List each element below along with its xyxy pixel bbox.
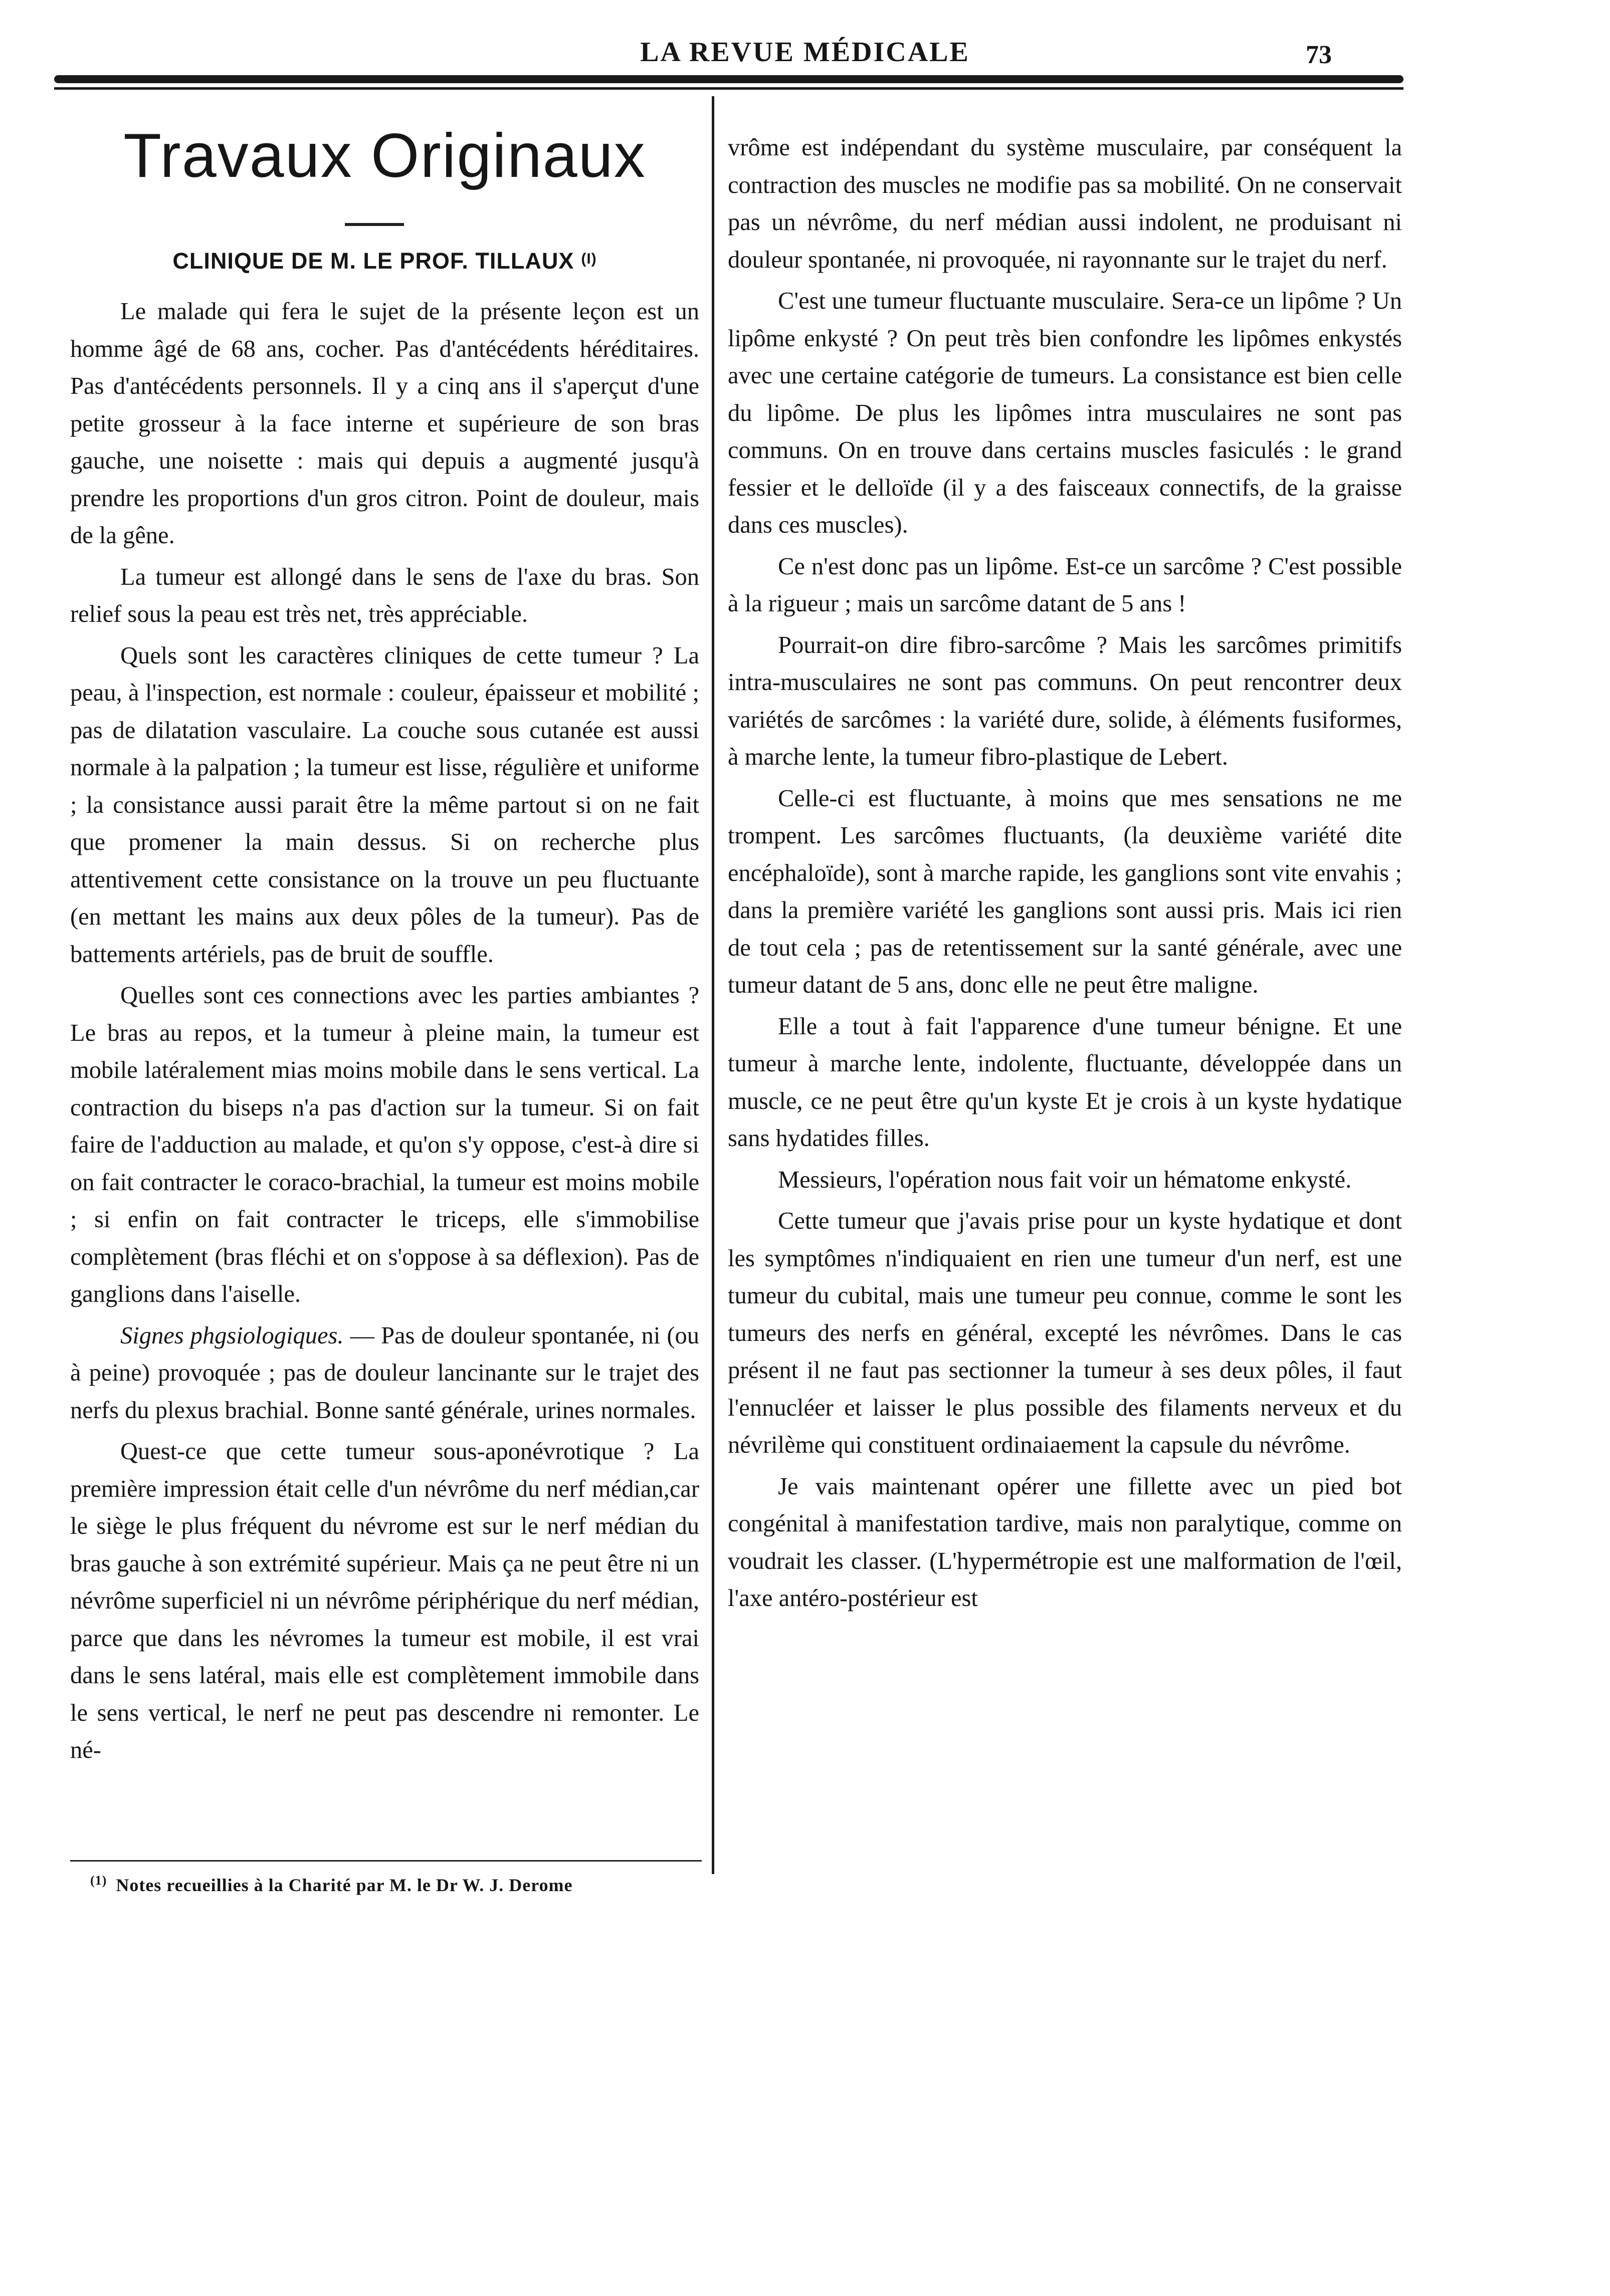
clinic-heading-text: CLINIQUE DE M. LE PROF. TILLAUX: [172, 248, 574, 274]
header-rule-thin: [54, 87, 1403, 90]
right-body-text: [728, 129, 1402, 1618]
running-head: LA REVUE MÉDICALE: [640, 37, 970, 68]
paragraph: La tumeur est allongé dans le sens de l'axe du bras. Son relief sous la peau est très net, très appréciable.: [70, 563, 699, 627]
physio-label: Signes phgsiologiques.: [120, 1322, 344, 1349]
page-number: 73: [1306, 41, 1332, 69]
title-dash: [345, 223, 404, 226]
clinic-heading: [70, 248, 699, 274]
footnote: [90, 1873, 702, 1896]
footnote-reference: (I): [581, 251, 597, 267]
paragraph: Ce n'est donc pas un lipôme. Est-ce un sarcôme ? C'est possible à la rigueur ; mais un sarcôme datant de 5 ans !: [728, 553, 1402, 617]
paragraph: Quels sont les caractères cliniques de cette tumeur ? La peau, à l'inspection, est normale : couleur, épaisseur et mobilité ; pas de dilatation vasculaire. La couche sous cutanée est aussi normale à la palpation ; la tumeur est lisse, régulière et uniforme ; la consistance aussi parait être la même partout si on ne fait que promener la main dessus. Si on recherche plus attentivement cette consistance on la trouve un peu fluctuante (en mettant les mains aux deux pôles de la tumeur). Pas de battements artériels, pas de bruit de souffle.: [70, 642, 699, 968]
paragraph: Celle-ci est fluctuante, à moins que mes sensations ne me trompent. Les sarcômes fluctuants, (la deuxième variété dite encéphaloïde), sont à marche rapide, les ganglions sont vite envahis ; dans la première variété les ganglions sont aussi pris. Mais ici rien de tout cela ; pas de retentissement sur la santé générale, avec une tumeur datant de 5 ans, donc elle ne peut être maligne.: [728, 785, 1402, 998]
footnote-rule: [70, 1860, 702, 1862]
footnote-marker: (1): [90, 1873, 107, 1888]
paragraph: Messieurs, l'opération nous fait voir un hématome enkysté.: [778, 1166, 1352, 1193]
paragraph: Pourrait-on dire fibro-sarcôme ? Mais les sarcômes primitifs intra-musculaires ne sont pas communs. On peut rencontrer deux variétés de sarcômes : la variété dure, solide, à éléments fusiformes, à marche lente, la tumeur fibro-plastique de Lebert.: [728, 631, 1402, 770]
header-rule: [54, 75, 1403, 83]
left-body-text: [70, 293, 699, 1769]
paragraph: Le malade qui fera le sujet de la présente leçon est un homme âgé de 68 ans, cocher. Pas d'antécédents héréditaires. Pas d'antécédents personnels. Il y a cinq ans il s'aperçut d'une petite grosseur à la face interne et supérieure de son bras gauche, une noisette : mais qui depuis a augmenté jusqu'à prendre les proportions d'un gros citron. Point de douleur, mais de la gêne.: [70, 298, 699, 549]
paragraph: Je vais maintenant opérer une fillette avec un pied bot congénital à manifestation tardive, mais non paralytique, comme on voudrait les classer. (L'hypermétropie est une malformation de l'œil, l'axe antéro-postérieur est: [728, 1473, 1402, 1612]
paragraph: C'est une tumeur fluctuante musculaire. Sera-ce un lipôme ? Un lipôme enkysté ? On peut très bien confondre les lipômes enkystés avec une certaine catégorie de tumeurs. La consistance est bien celle du lipôme. De plus les lipômes intra musculaires ne sont pas communs. On en trouve dans certains muscles fasiculés : le grand fessier et le delloïde (il y a des faisceaux connectifs, de la graisse dans ces muscles).: [728, 288, 1402, 538]
section-title: Travaux Originaux: [123, 121, 646, 190]
physio-text: — Pas de douleur spontanée, ni (ou à peine) provoquée ; pas de douleur lancinante sur le trajet des nerfs du plexus brachial. Bonne santé générale, urines normales.: [70, 1322, 700, 1424]
paragraph-physiological-signs: [70, 1317, 699, 1430]
paragraph: Cette tumeur que j'avais prise pour un kyste hydatique et dont les symptômes n'indiquaient en rien une tumeur d'un nerf, est une tumeur du cubital, mais une tumeur peu connue, comme le sont les tumeurs des nerfs en général, excepté les névrômes. Dans le cas présent il ne faut pas sectionner la tumeur à ses deux pôles, il faut l'ennucléer et laisser le plus possible des filaments nerveux et du névrilème qui constituent ordinaiaement la capsule du névrôme.: [728, 1208, 1402, 1458]
footnote-text: Notes recueillies à la Charité par M. le Dr W. J. Derome: [116, 1875, 573, 1895]
column-divider: [712, 96, 714, 1874]
paragraph-continued: vrôme est indépendant du système musculaire, par conséquent la contraction des muscles ne modifie pas sa mobilité. On ne conservait pas un névrôme, du nerf médian aussi indolent, ne produisant ni douleur spontanée, ni provoquée, ni rayonnante sur le trajet du nerf.: [728, 134, 1402, 273]
paragraph: Quest-ce que cette tumeur sous-aponévrotique ? La première impression était celle d'un névrôme du nerf médian,car le siège le plus fréquent du névrome est sur le nerf médian du bras gauche à son extrémité supérieur. Mais ça ne peut être ni un névrôme superficiel ni un névrôme périphérique du nerf médian, parce que dans les névromes la tumeur est mobile, il est vrai dans le sens latéral, mais elle est complètement immobile dans le sens vertical, le nerf ne peut pas descendre ni remonter. Le né-: [70, 1438, 699, 1763]
paragraph: Quelles sont ces connections avec les parties ambiantes ? Le bras au repos, et la tumeur à pleine main, la tumeur est mobile latéralement mias moins mobile dans le sens vertical. La contraction du biseps n'a pas d'action sur la tumeur. Si on fait faire de l'adduction au malade, et qu'on s'y oppose, c'est-à dire si on fait contracter le coraco-brachial, la tumeur est moins mobile ; si enfin on fait contracter le triceps, elle s'immobilise complètement (bras fléchi et on s'oppose à sa déflexion). Pas de ganglions dans l'aiselle.: [70, 982, 699, 1307]
paragraph: Elle a tout à fait l'apparence d'une tumeur bénigne. Et une tumeur à marche lente, indolente, fluctuante, développée dans un muscle, ce ne peut être qu'un kyste Et je crois à un kyste hydatique sans hydatides filles.: [728, 1013, 1402, 1152]
